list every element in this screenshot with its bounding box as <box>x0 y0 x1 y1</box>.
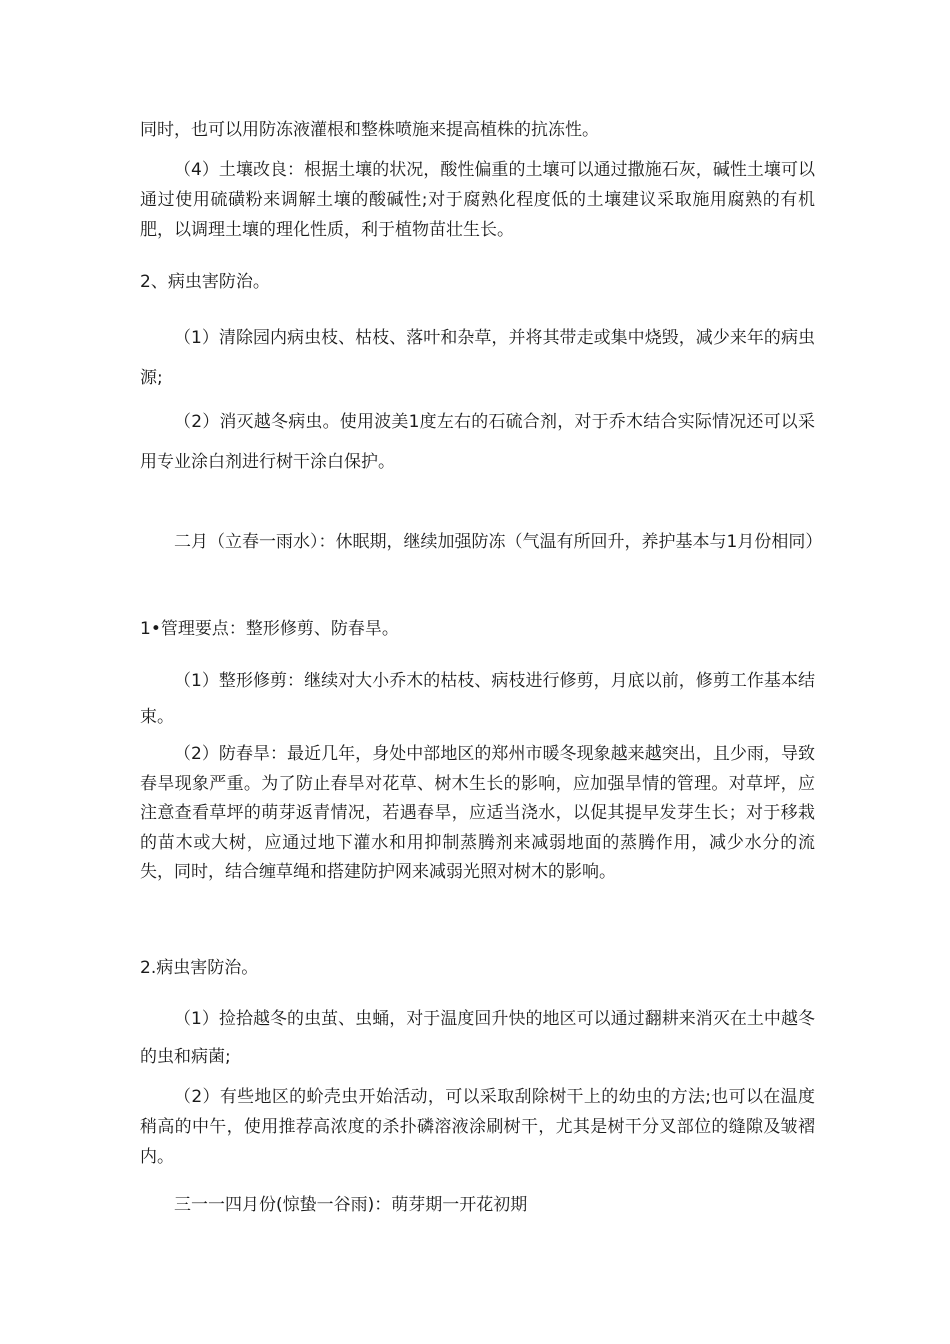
heading-march-april: 三一一四月份(惊蛰一谷雨)：萌芽期一开花初期 <box>174 1195 528 1215</box>
heading-management-points: 1•管理要点：整形修剪、防春旱。 <box>140 619 399 639</box>
paragraph-spring-drought: （2）防春旱：最近几年，身处中部地区的郑州市暖冬现象越来越突出，且少雨，导致春旱现象严重。为了防止春旱对花草、树木生长的影响，应加强旱情的管理。对草坪，应注意查看草坪的萌芽返青情况，若遇春旱，应适当浇水，以促其提早发芽生长；对于移栽的苗木或大树，应通过地下灌水和用抑制蒸腾剂来减弱地面的蒸腾作用，减少水分的流失，同时，结合缠草绳和搭建防护网来减弱光照对树木的影响。 <box>140 744 815 882</box>
paragraph-pruning: （1）整形修剪：继续对大小乔木的枯枝、病枝进行修剪，月底以前，修剪工作基本结束。 <box>140 671 815 727</box>
paragraph-cocoons: （1）捡拾越冬的虫茧、虫蛹，对于温度回升快的地区可以通过翻耕来消灭在土中越冬的虫和病菌; <box>140 1009 815 1067</box>
heading-pest-control-feb: 2.病虫害防治。 <box>140 958 259 978</box>
heading-february: 二月（立春一雨水）：休眠期，继续加强防冻（气温有所回升，养护基本与1月份相同） <box>174 532 823 552</box>
paragraph-scale-insects: （2）有些地区的蚧壳虫开始活动，可以采取刮除树干上的幼虫的方法;也可以在温度稍高的中午，使用推荐高浓度的杀扑磷溶液涂刷树干，尤其是树干分叉部位的缝隙及皱褶内。 <box>140 1087 815 1167</box>
paragraph-overwintering-pests: （2）消灭越冬病虫。使用波美1度左右的石硫合剂，对于乔木结合实际情况还可以采用专业涂白剂进行树干涂白保护。 <box>140 412 815 472</box>
paragraph-clear-garden: （1）清除园内病虫枝、枯枝、落叶和杂草，并将其带走或集中烧毁，减少来年的病虫源; <box>140 328 815 388</box>
paragraph-soil-improvement: （4）土壤改良：根据土壤的状况，酸性偏重的土壤可以通过撒施石灰，碱性土壤可以通过使用硫磺粉来调解土壤的酸碱性;对于腐熟化程度低的土壤建议采取施用腐熟的有机肥，以调理土壤的理化性质，利于植物苗壮生长。 <box>140 160 815 240</box>
paragraph-antifreeze-continuation: 同时，也可以用防冻液灌根和整株喷施来提高植株的抗冻性。 <box>140 120 599 140</box>
heading-pest-control-jan: 2、病虫害防治。 <box>140 272 270 292</box>
